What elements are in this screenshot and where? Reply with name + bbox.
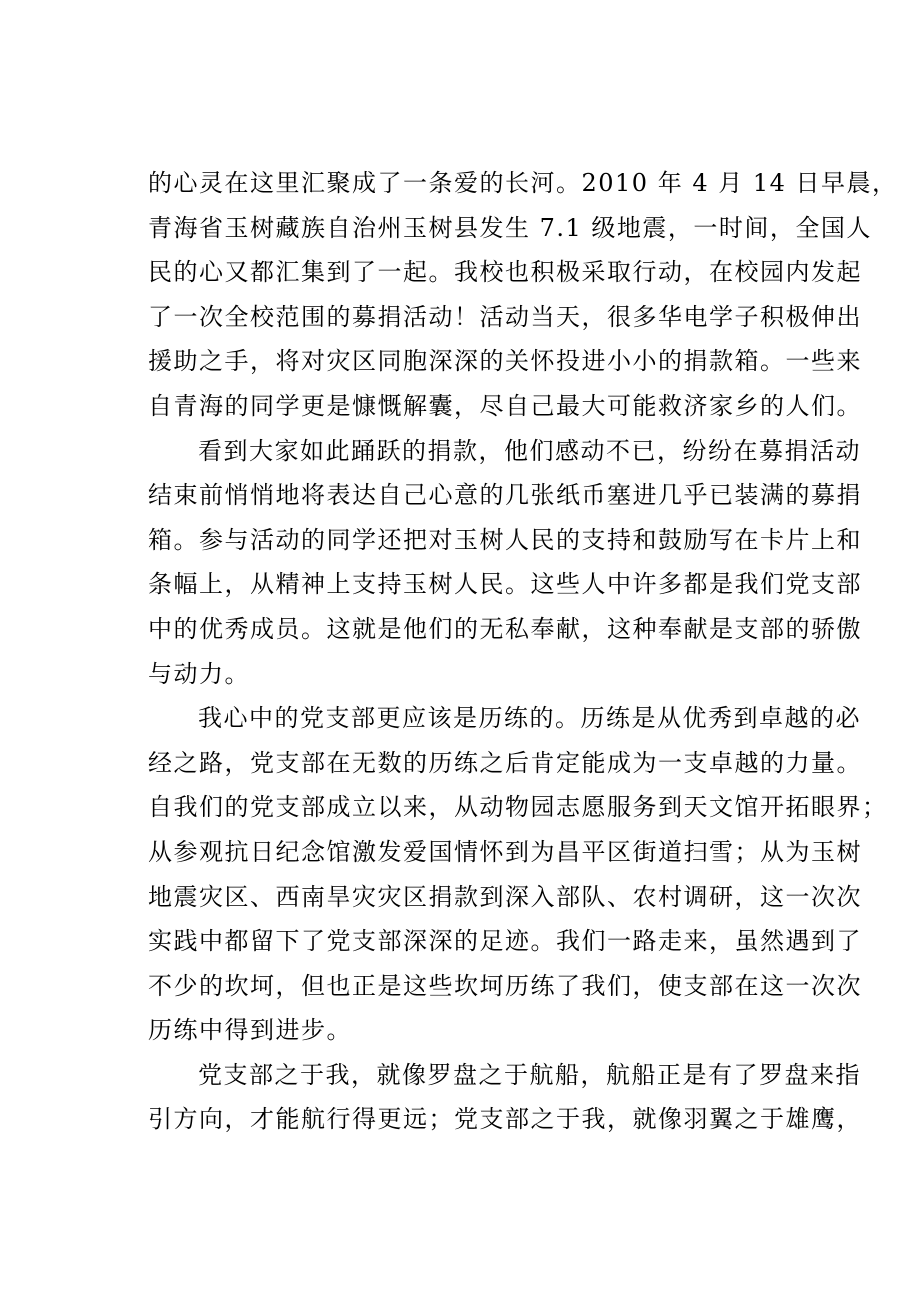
paragraph-start-line: 看到大家如此踊跃的捐款，他们感动不已，纷纷在募捐活动 [198, 436, 861, 465]
text-line: 自青海的同学更是慷慨解囊，尽自己最大可能救济家乡的人们。 [148, 391, 862, 420]
text-line: 条幅上，从精神上支持玉树人民。这些人中许多都是我们党支部 [148, 570, 862, 599]
text-line: 援助之手，将对灾区同胞深深的关怀投进小小的捐款箱。一些来 [148, 347, 862, 376]
text-line: 实践中都留下了党支部深深的足迹。我们一路走来，虽然遇到了 [148, 927, 862, 956]
text-line: 不少的坎坷，但也正是这些坎坷历练了我们，使支部在这一次次 [148, 971, 862, 1000]
text-line: 历练中得到进步。 [148, 1016, 352, 1045]
text-line: 从参观抗日纪念馆激发爱国情怀到为昌平区街道扫雪；从为玉树 [148, 837, 862, 866]
text-line: 了一次全校范围的募捐活动！活动当天，很多华电学子积极伸出 [148, 302, 862, 331]
text-line: 的心灵在这里汇聚成了一条爱的长河。2010 年 4 月 14 日早晨， [148, 169, 898, 197]
text-line: 经之路，党支部在无数的历练之后肯定能成为一支卓越的力量。 [148, 748, 862, 777]
text-line: 引方向，才能航行得更远；党支部之于我，就像羽翼之于雄鹰， [148, 1105, 862, 1134]
body-text [148, 161, 898, 1142]
text-line: 箱。参与活动的同学还把对玉树人民的支持和鼓励写在卡片上和 [148, 525, 862, 554]
text-line: 与动力。 [148, 659, 250, 688]
paragraph-start-line: 党支部之于我，就像罗盘之于航船，航船正是有了罗盘来指 [198, 1060, 861, 1089]
text-line: 地震灾区、西南旱灾灾区捐款到深入部队、农村调研，这一次次 [148, 882, 862, 911]
paragraph-start-line: 我心中的党支部更应该是历练的。历练是从优秀到卓越的必 [198, 704, 861, 733]
text-line: 中的优秀成员。这就是他们的无私奉献，这种奉献是支部的骄傲 [148, 614, 862, 643]
text-line: 结束前悄悄地将表达自己心意的几张纸币塞进几乎已装满的募捐 [148, 481, 862, 510]
text-line: 青海省玉树藏族自治州玉树县发生 7.1 级地震，一时间，全国人 [148, 213, 872, 242]
text-line: 自我们的党支部成立以来，从动物园志愿服务到天文馆开拓眼界； [148, 793, 888, 822]
text-line: 民的心又都汇集到了一起。我校也积极采取行动，在校园内发起 [148, 258, 862, 287]
